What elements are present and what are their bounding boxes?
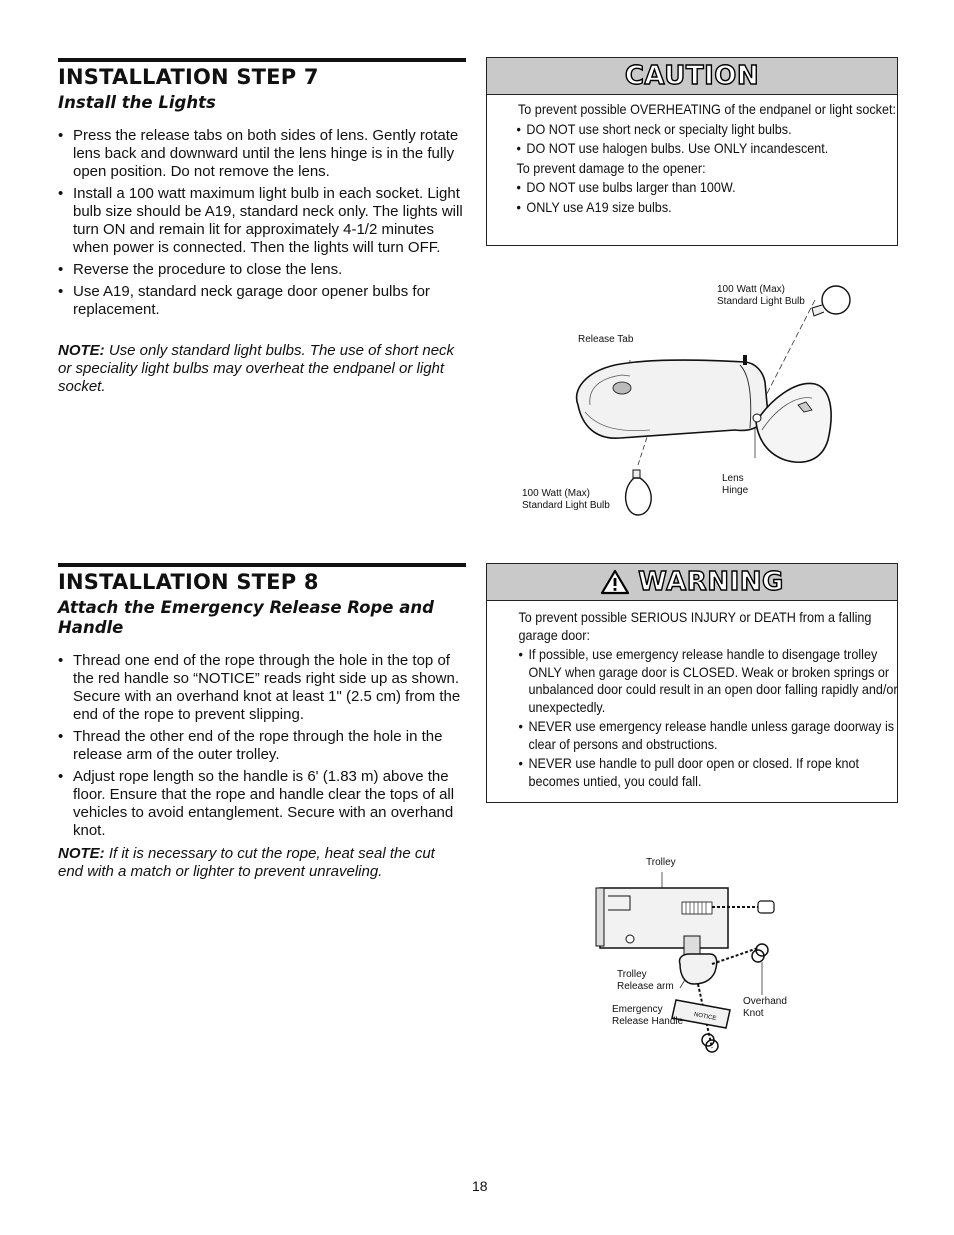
caution-item: • DO NOT use bulbs larger than 100W.	[517, 179, 868, 197]
warning-body	[487, 601, 897, 798]
warning-item: • NEVER use emergency release handle unless garage doorway is clear of persons and obstructions.	[519, 718, 907, 753]
step8-note-text: If it is necessary to cut the rope, heat seal the cut end with a match or lighter to prevent unraveling.	[58, 845, 435, 880]
caution-box	[486, 57, 898, 246]
label-bulb-top: 100 Watt (Max) Standard Light Bulb	[717, 284, 805, 307]
label-release-handle: Emergency Release Handle	[612, 1004, 684, 1027]
step8-title: INSTALLATION STEP 8	[58, 570, 319, 594]
label-trolley: Trolley	[646, 857, 676, 868]
step7-bullet-list	[58, 127, 466, 323]
page-number: 18	[472, 1178, 488, 1194]
warning-heading-bar	[487, 564, 897, 601]
warning-intro: To prevent possible SERIOUS INJURY or DEATH from a falling garage door:	[518, 609, 872, 643]
trolley-release-illustration	[590, 860, 810, 1060]
warning-item: • NEVER use handle to pull door open or closed. If rope knot becomes untied, you could fall.	[519, 755, 907, 790]
step8-bullet: • Adjust rope length so the handle is 6' (1.83 m) above the floor. Ensure that the rope and handle clear the tops of all vehicles to avoid entanglement. Secure with an overhand knot.	[58, 768, 466, 840]
warning-heading: WARNING	[638, 567, 784, 597]
label-overhand-knot: Overhand Knot	[743, 996, 787, 1019]
caution-item: • DO NOT use halogen bulbs. Use ONLY incandescent.	[517, 140, 868, 158]
step7-bullet: • Use A19, standard neck garage door opener bulbs for replacement.	[58, 283, 466, 319]
handle-notice-text: NOTICE	[693, 1011, 717, 1023]
step7-subtitle: Install the Lights	[58, 93, 216, 112]
step8-bullet-list	[58, 652, 466, 844]
label-release-arm: Trolley Release arm	[617, 969, 674, 992]
label-bulb-bottom: 100 Watt (Max) Standard Light Bulb	[522, 488, 610, 511]
step7-title: INSTALLATION STEP 7	[58, 65, 319, 89]
step8-note-label: NOTE:	[58, 845, 105, 862]
warning-box	[486, 563, 898, 803]
step7-top-rule	[58, 58, 466, 62]
caution-item: • ONLY use A19 size bulbs.	[517, 199, 868, 217]
caution-body	[487, 95, 897, 224]
warning-triangle-icon	[600, 569, 630, 595]
step8-top-rule	[58, 563, 466, 567]
step7-note	[58, 342, 458, 396]
step7-note-text: Use only standard light bulbs. The use of short neck or speciality light bulbs may overheat the endpanel or light socket.	[58, 342, 455, 395]
caution-item: • DO NOT use short neck or specialty light bulbs.	[517, 121, 868, 139]
step8-note	[58, 845, 463, 881]
step8-bullet: • Thread the other end of the rope through the hole in the release arm of the outer trolley.	[58, 728, 466, 764]
label-lens-hinge: Lens Hinge	[722, 473, 749, 496]
warning-item: • If possible, use emergency release handle to disengage trolley ONLY when garage door is CLOSED. Weak or broken springs or unbalanced door could result in an open door falling rapidly and/or unexpectedly.	[519, 646, 907, 716]
step7-note-label: NOTE:	[58, 342, 105, 359]
step7-bullet: • Reverse the procedure to close the lens.	[58, 261, 466, 279]
label-release-tab: Release Tab	[578, 334, 634, 345]
step8-bullet: • Thread one end of the rope through the hole in the top of the red handle so “NOTICE” reads right side up as shown. Secure with an overhand knot at least 1" (2.5 cm) from the end of the rope to prevent slipping.	[58, 652, 466, 724]
caution-intro-2: To prevent damage to the opener:	[516, 159, 706, 176]
step7-bullet: • Press the release tabs on both sides of lens. Gently rotate lens back and downward until the lens hinge is in the fully open position. Do not remove the lens.	[58, 127, 466, 181]
step8-subtitle: Attach the Emergency Release Rope and Handle	[58, 598, 434, 637]
caution-intro-1: To prevent possible OVERHEATING of the endpanel or light socket:	[518, 101, 896, 117]
caution-heading: CAUTION	[487, 58, 897, 95]
step7-bullet: • Install a 100 watt maximum light bulb in each socket. Light bulb size should be A19, standard neck only. The lights will turn ON and remain lit for approximately 4-1/2 minutes when power is connected. Then the lights will turn OFF.	[58, 185, 466, 257]
